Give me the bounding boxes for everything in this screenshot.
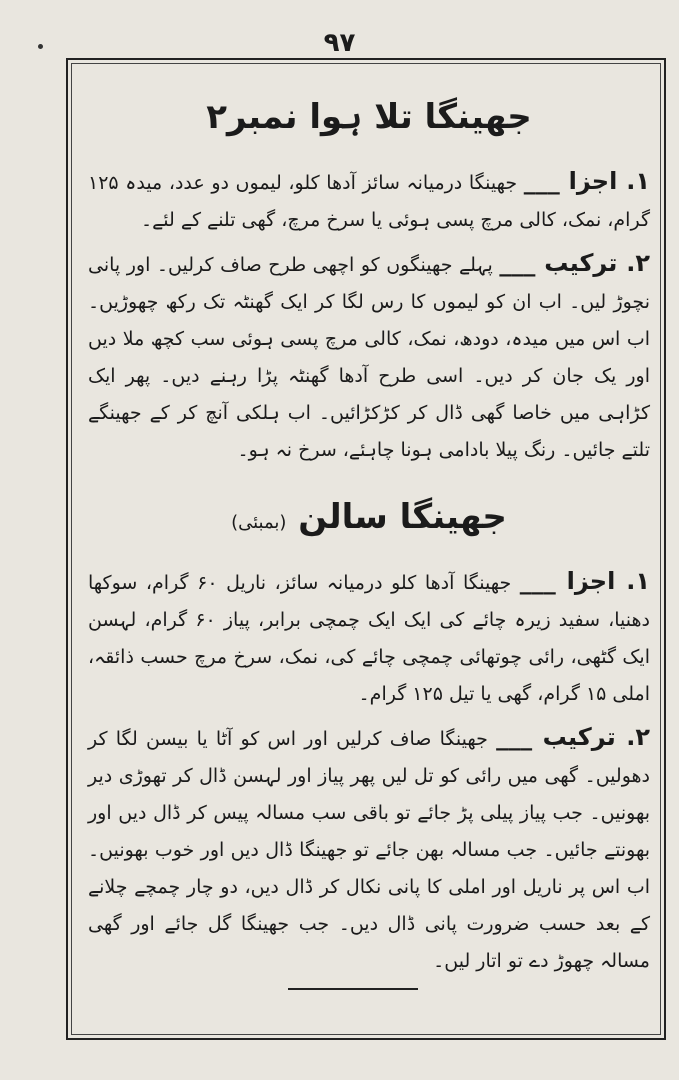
ingredients-text: جھینگا درمیانہ سائز آدھا کلو، لیموں دو عدد، میدہ ۱۲۵ گرام، نمک، کالی مرچ پسی ہوئی یا سرخ مرچ، گھی تلنے کے لئے۔ (88, 172, 650, 231)
ingredients-label: ۱. اجزا ___ (519, 567, 650, 595)
method-paragraph (88, 245, 650, 469)
method-text: پہلے جھینگوں کو اچھی طرح صاف کرلیں۔ اور پانی نچوڑ لیں۔ اب ان کو لیموں کا رس لگا کر ایک گھنٹہ تک رکھ چھوڑیں۔ اب اس میں میدہ، دودھ، نمک، کالی مرچ پسی ہوئی سب کچھ ملا دیں اور یک جان کر دیں۔ اسی طرح آدھا گھنٹہ پڑا رہنے دیں۔ پھر ایک کڑاہی میں خاصا گھی ڈال کر کڑکڑائیں۔ اب ہلکی آنچ کر کے جھینگے تلتے جائیں۔ رنگ پیلا بادامی ہونا چاہئے، سرخ نہ ہو۔ (88, 254, 650, 461)
recipe-title-fried-prawns (88, 96, 650, 137)
method-label: ۲. ترکیب ___ (499, 249, 650, 277)
method-paragraph (88, 719, 650, 980)
recipe-title-text: جھینگا سالن (298, 497, 507, 537)
ingredients-paragraph (88, 163, 650, 239)
recipe-title-prawn-curry (88, 497, 650, 537)
ingredients-text: جھینگا آدھا کلو درمیانہ سائز، ناریل ۶۰ گرام، سوکھا دھنیا، سفید زیرہ چائے کی ایک ایک چمچی برابر، پیاز ۶۰ گرام، لہسن ایک گٹھی، رائی چوتھائی چمچی چائے کی، نمک، سرخ مرچ حسب ذائقہ، املی ۱۵ گرام، گھی یا تیل ۱۲۵ گرام۔ (88, 572, 650, 705)
method-label: ۲. ترکیب ___ (496, 723, 650, 751)
method-text: جھینگا صاف کرلیں اور اس کو آٹا یا بیسن لگا کر دھولیں۔ گھی میں رائی کو تل لیں پھر پیاز اور لہسن ڈال کر تھوڑی دیر بھونیں۔ جب پیاز پیلی پڑ جائے تو باقی سب مسالہ پیس کر ڈال دیں اور بھونتے جائیں۔ جب مسالہ بھن جائے تو جھینگا ڈال دیں اور خوب بھونیں۔ اب اس پر ناریل اور املی کا پانی نکال کر ڈال دیں، دو چار چمچے چلانے کے بعد حسب ضرورت پانی ڈال دیں۔ جب جھینگا گل جائے اور گھی مسالہ چھوڑ دے تو اتار لیں۔ (88, 728, 650, 972)
recipe-title-text: جھینگا تلا ہوا نمبر۲ (206, 97, 532, 137)
section-end-rule (288, 988, 418, 990)
page-number: ۹۷ (323, 28, 356, 58)
ingredients-paragraph (88, 563, 650, 713)
ingredients-label: ۱. اجزا ___ (523, 167, 650, 195)
recipe-title-subtitle: (بمبئی) (231, 512, 287, 533)
page-content (88, 80, 650, 986)
